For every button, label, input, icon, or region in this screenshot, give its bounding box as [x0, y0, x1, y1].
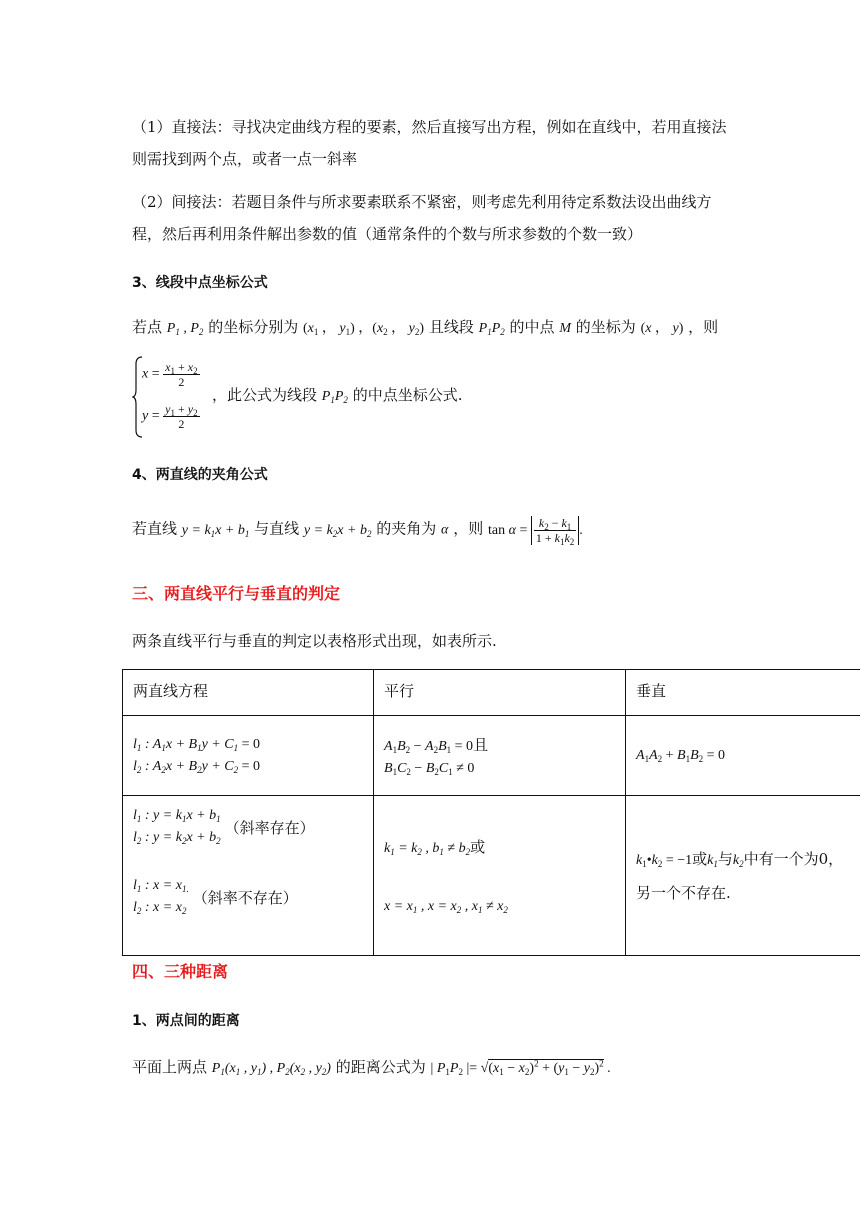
general-parallel-cond1: $A_1B_2 - A_2B_1 = 0$且: [384, 736, 489, 755]
angle-text-3: 的夹角为: [376, 519, 437, 538]
midpoint-xy: (x ， y): [640, 321, 684, 336]
midpoint-y-formula: y = $\frac{y_1 + y_2}{2}$: [142, 402, 198, 431]
slope-perp-cond: $k_1•k_2 = -1$或$k_1$与$k_2$中有一个为0，: [636, 849, 844, 869]
direct-method-paragraph: （1）直接法：寻找决定曲线方程的要素，然后直接写出方程，例如在直线中，若用直接法则需找到两个点，或者一点一斜率: [132, 118, 727, 168]
angle-text-1: 若直线: [132, 519, 178, 538]
slope-perp-note: 另一个不存在.: [636, 883, 731, 902]
tan-formula: tan α = $\frac{k_2 - k_1}{1 + k_1k_2}$ .: [487, 516, 583, 547]
midpoint-m: M: [559, 321, 571, 336]
slope-not-exists-note: （斜率不存在）: [192, 888, 298, 907]
cell-slope-parallel: [374, 796, 626, 956]
general-line2: $l_2$ : $A_2x + B_2y + C_2 = 0$: [133, 758, 260, 775]
slope-line1: $l_1$ : $y = k_1x + b_1$: [133, 808, 221, 824]
cell-slope-perpendicular: [626, 796, 860, 956]
vertical-line1: $l_1$ : $x = x_{1.}$: [133, 878, 189, 894]
header-parallel: 平行: [374, 670, 626, 716]
section-three-title: 三、两直线平行与垂直的判定: [132, 584, 341, 603]
angle-text-4: ，则: [453, 519, 484, 538]
angle-heading: 4、两直线的夹角公式: [132, 467, 268, 483]
midpoint-points: $P_1$ , $P_2$: [166, 321, 204, 337]
cell-general-parallel: [374, 716, 626, 796]
section-four-title: 四、三种距离: [132, 962, 229, 981]
header-perpendicular: 垂直: [626, 670, 860, 716]
distance-heading: 1、两点间的距离: [132, 1013, 240, 1029]
table-intro: 两条直线平行与垂直的判定以表格形式出现，如表所示.: [132, 632, 497, 650]
parallel-perpendicular-table: [122, 669, 860, 956]
distance-points: $P_1(x_1$ , $y_1$) , $P_2(x_2$ , $y_2$): [211, 1061, 331, 1077]
midpoint-note-text-2: 的中点坐标公式.: [352, 386, 463, 404]
midpoint-note-segment: $P_1P_2$: [321, 389, 348, 405]
table-row-general: [123, 716, 860, 796]
distance-text-2: 的距离公式为: [335, 1058, 426, 1076]
midpoint-sentence: [132, 318, 832, 338]
slope-line2: $l_2$ : $y = k_2x + b_2$: [133, 830, 221, 846]
midpoint-text-5: 的坐标为: [575, 318, 636, 336]
midpoint-text-1: 若点: [132, 318, 163, 336]
midpoint-x-formula: x = $\frac{x_1 + x_2}{2}$: [142, 360, 198, 389]
cell-slope-equations: [123, 796, 374, 956]
vertical-parallel-cond: $x = x_1$ , $x = x_2$ , $x_1 \ne x_2$: [384, 899, 508, 915]
table-header-row: [123, 670, 860, 716]
vertical-line2: $l_2$ : $x = x_2$: [133, 900, 187, 916]
alpha-symbol: α: [441, 522, 449, 538]
angle-text-2: 与直线: [254, 519, 300, 538]
general-perp-cond: $A_1A_2 + B_1B_2 = 0$: [636, 747, 726, 764]
midpoint-text-2: 的坐标分别为: [208, 318, 299, 336]
midpoint-text-3: 且线段: [428, 318, 474, 336]
midpoint-formula-note: [212, 386, 812, 406]
table-row-slope: [123, 796, 860, 956]
header-equation: 两直线方程: [123, 670, 374, 716]
cell-general-equations: [123, 716, 374, 796]
angle-sentence: [132, 516, 832, 545]
midpoint-segment: $P_1P_2$: [478, 321, 505, 337]
slope-parallel-cond: $k_1 = k_2$ , $b_1 \ne b_2$或: [384, 838, 486, 857]
distance-formula: | $P_1P_2$ |= $√(x_1 - x_2)^2 + (y_1 - y_2)^2$ .: [430, 1058, 611, 1077]
midpoint-text-4: 的中点: [509, 318, 555, 336]
general-parallel-cond2: $B_1C_2 - B_2C_1 \ne 0$: [384, 761, 475, 777]
midpoint-coords: ($x_1$ ， $y_1$) ，($x_2$ ， $y_2$): [303, 321, 425, 337]
general-line1: $l_1$ : $A_1x + B_1y + C_1 = 0$: [133, 736, 260, 753]
slope-exists-note: （斜率存在）: [224, 818, 315, 837]
midpoint-text-6: ，则: [688, 318, 719, 336]
line2-equation: $y = k_2x + b_2$: [303, 522, 372, 539]
indirect-method-paragraph: （2）间接法：若题目条件与所求要素联系不紧密，则考虑先利用待定系数法设出曲线方程，然后再利用条件解出参数的值（通常条件的个数与所求参数的个数一致）: [132, 193, 712, 243]
midpoint-note-text-1: ，此公式为线段: [212, 386, 318, 404]
cell-general-perpendicular: [626, 716, 860, 796]
midpoint-heading: 3、线段中点坐标公式: [132, 275, 268, 291]
distance-sentence: [132, 1058, 832, 1078]
line1-equation: $y = k_1x + b_1$: [181, 522, 250, 539]
distance-text-1: 平面上两点: [132, 1058, 208, 1076]
